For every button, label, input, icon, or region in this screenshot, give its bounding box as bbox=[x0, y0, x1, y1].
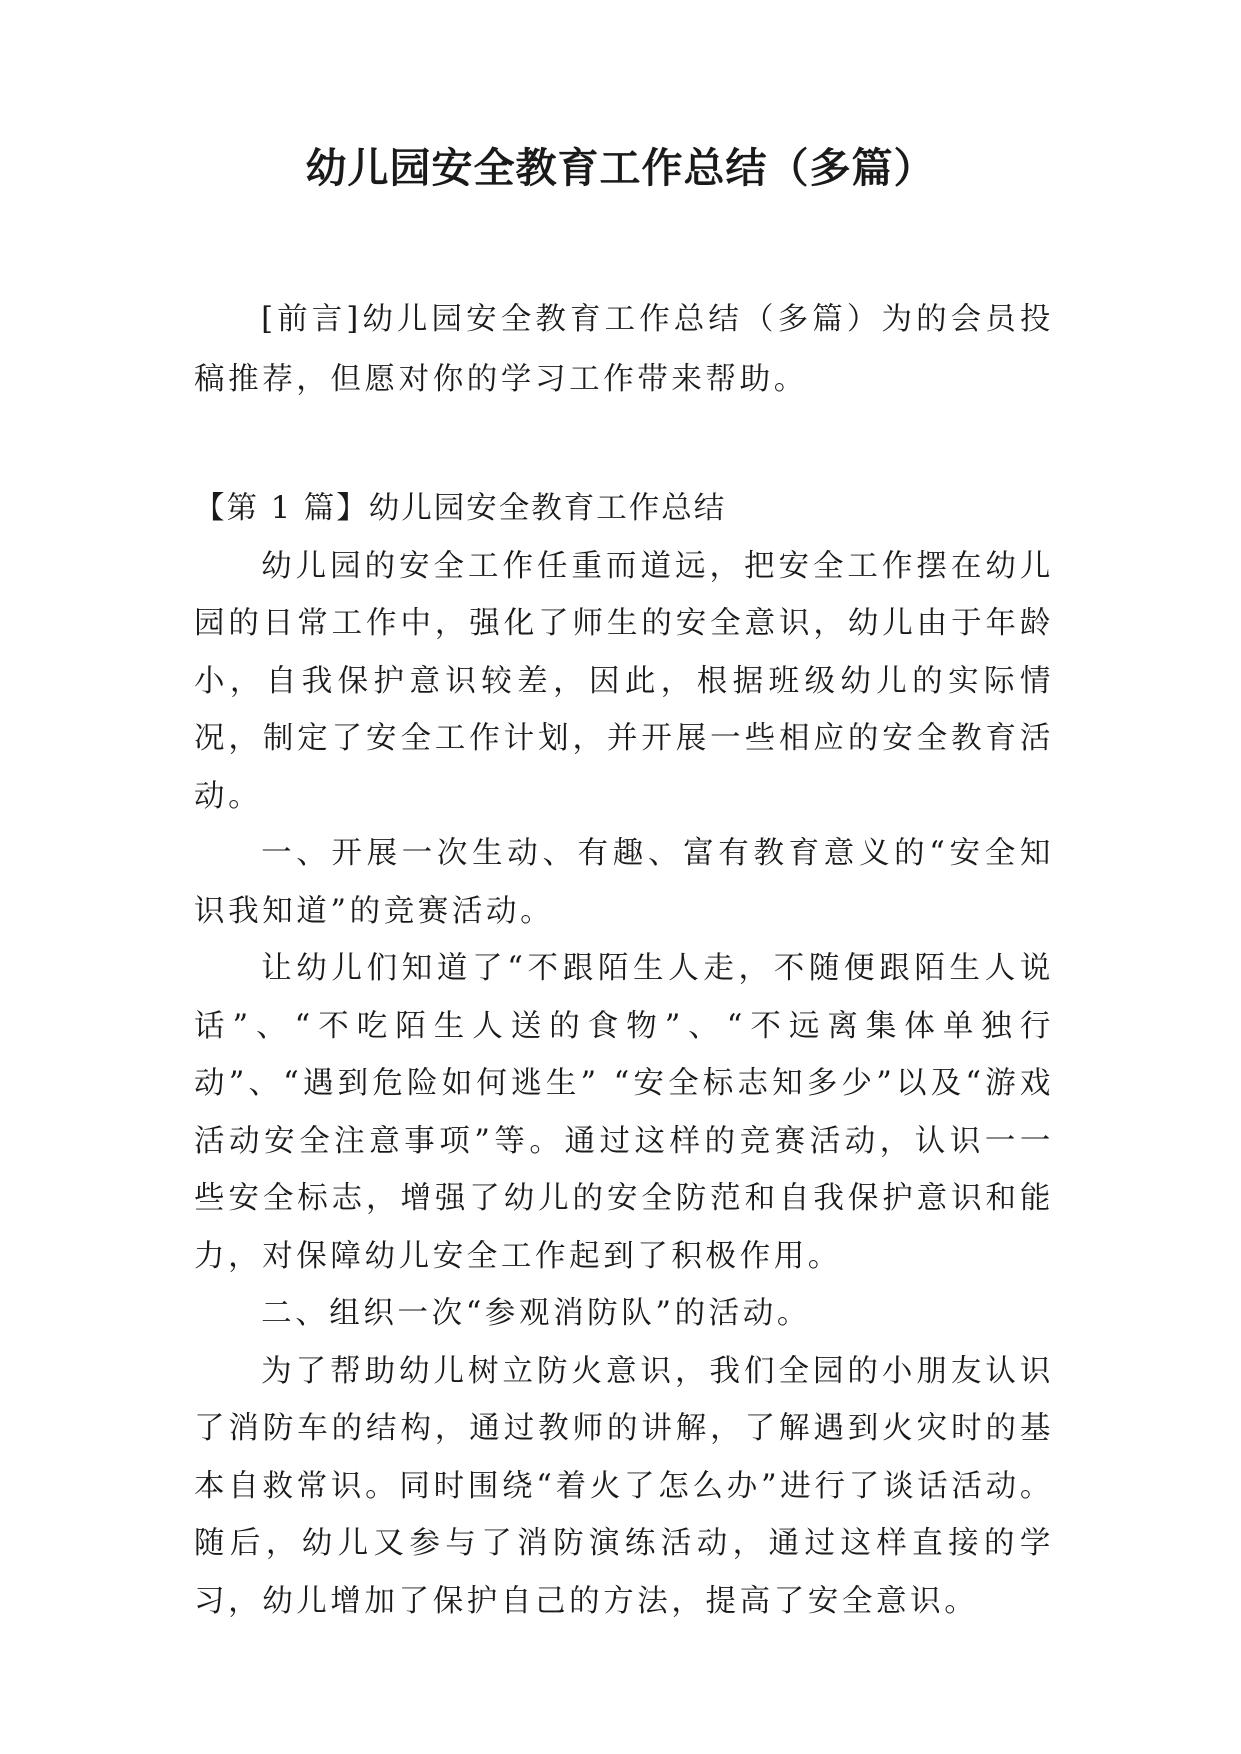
body-paragraph-5: 为了帮助幼儿树立防火意识，我们全园的小朋友认识了消防车的结构，通过教师的讲解，了解遇到火灾时的基本自救常识。同时围绕“着火了怎么办”进行了谈话活动。随后，幼儿又参与了消防演练活动，通过这样直接的学习，幼儿增加了保护自己的方法，提高了安全意识。 bbox=[194, 1353, 1054, 1619]
body-paragraph-2: 一、开展一次生动、有趣、富有教育意义的“安全知识我知道”的竞赛活动。 bbox=[194, 836, 1054, 929]
body-paragraph-3: 让幼儿们知道了“不跟陌生人走，不随便跟陌生人说话”、“不吃陌生人送的食物”、“不远离集体单独行动”、“遇到危险如何逃生” “安全标志知多少”以及“游戏活动安全注意事项”等。通过这样的竞赛活动，认识一一些安全标志，增强了幼儿的安全防范和自我保护意识和能力，对保障幼儿安全工作起到了积极作用。 bbox=[194, 951, 1054, 1274]
body-paragraph-1: 幼儿园的安全工作任重而道远，把安全工作摆在幼儿园的日常工作中，强化了师生的安全意识，幼儿由于年龄小，自我保护意识较差，因此，根据班级幼儿的实际情况，制定了安全工作计划，并开展一些相应的安全教育活动。 bbox=[194, 548, 1054, 814]
document-body bbox=[194, 290, 1054, 1630]
body-paragraph-4: 二、组织一次“参观消防队”的活动。 bbox=[261, 1296, 811, 1331]
preface-paragraph: [前言]幼儿园安全教育工作总结（多篇）为的会员投稿推荐，但愿对你的学习工作带来帮助。 bbox=[194, 302, 1054, 397]
page-title: 幼儿园安全教育工作总结（多篇） bbox=[305, 144, 936, 192]
chapter-heading: 【第 1 篇】幼儿园安全教育工作总结 bbox=[194, 491, 727, 526]
section-spacer bbox=[194, 410, 1054, 480]
